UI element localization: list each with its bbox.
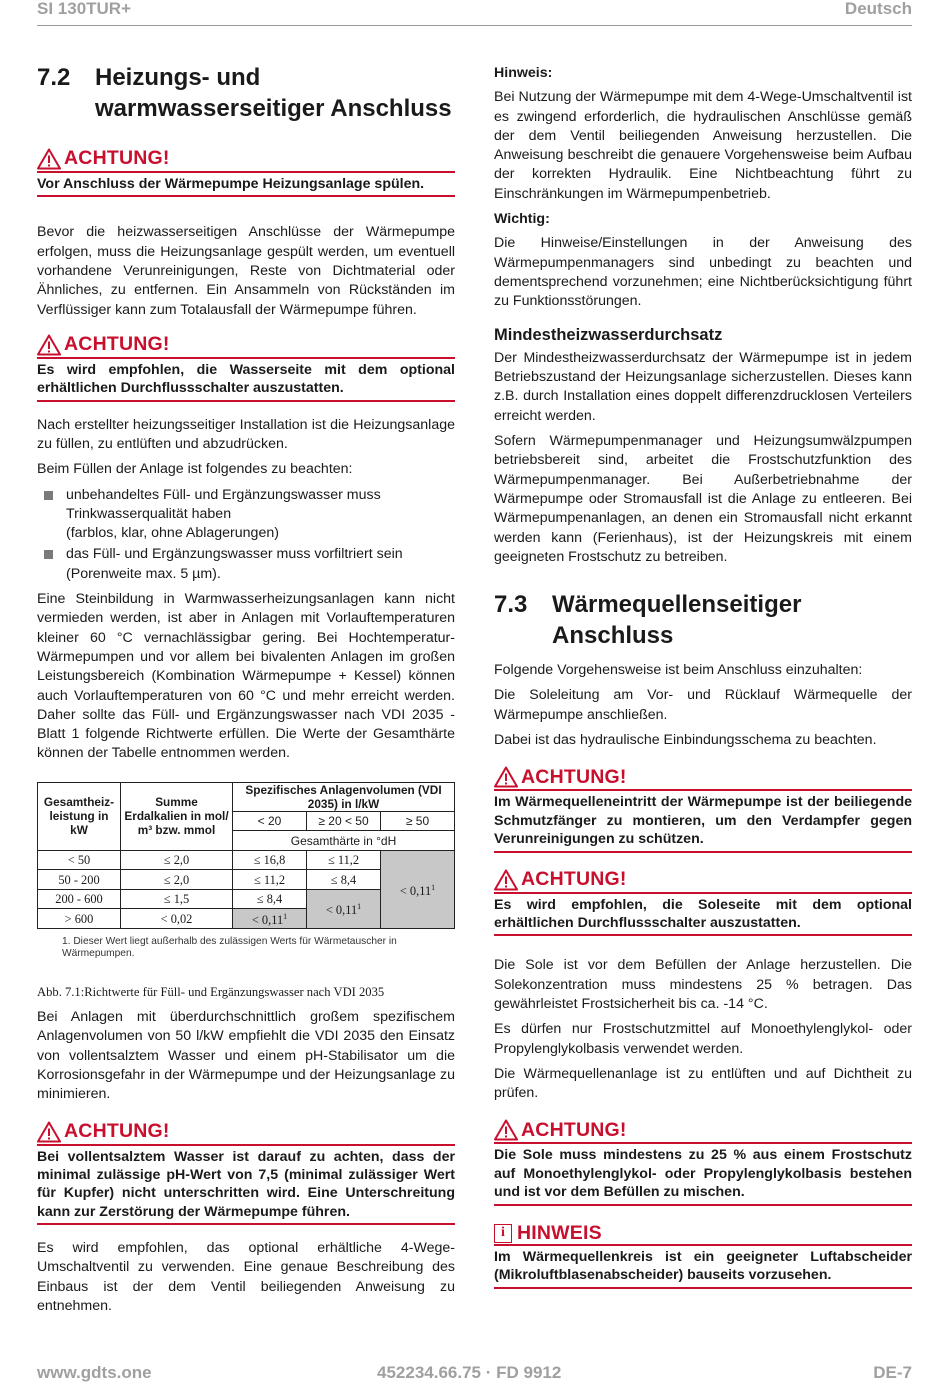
section-number: 7.3 [494, 591, 528, 619]
paragraph: Beim Füllen der Anlage ist folgendes zu beachten: [37, 461, 353, 478]
page-header [37, 0, 912, 26]
table-cell: ≤ 2,0 [121, 850, 233, 870]
warning-title: ACHTUNG! [521, 765, 627, 788]
paragraph: Die Sole ist vor dem Befüllen der Anlage herzustellen. Die Solekonzentration muss mindestens 25 % betragen. Das gewährleistet Frostsicherheit bis ca. -14 °C. [494, 957, 912, 1012]
paragraph: Es wird empfohlen, das optional erhältliche 4-Wege-Umschaltventil zu verwenden. Eine genaue Beschreibung des Einbaus ist der dem Ventil beiliegenden Anweisung zu entnehmen. [37, 1240, 455, 1315]
warning-triangle-icon [37, 1121, 61, 1143]
warning-triangle-icon [494, 869, 518, 891]
warning-text: Im Wärmequelleneintritt der Wärmepumpe ist der beiliegende Schmutzfänger zu montieren, um den Verdampfer gegen Verunreinigungen zu schützen. [494, 794, 912, 848]
info-title: HINWEIS [517, 1221, 602, 1244]
paragraph: Der Mindestheizwasserdurchsatz der Wärmepumpe ist in jedem Betriebszustand der Heizungsanlage sicherzustellen. Dieses kann z.B. durch Installation eines doppelt differenzdrucklosen Verteilers erreicht werden. [494, 349, 912, 424]
section-title: Wärmequellenseitiger Anschluss [552, 591, 802, 650]
paragraph: Eine Steinbildung in Warmwasserheizungsanlagen kann nicht vermieden werden, ist aber in Anlagen mit Vorlauftemperaturen kleiner 60 °C vernachlässigbar gering. Bei Hochtemperatur-Wärmepumpen und vor allem bei bivalenten Anlagen im großen Leistungsbereich (Kombination Wärmepumpe + Kessel) können auch Vorlauftemperaturen von 60 °C und mehr erreicht werden. Daher sollte das Füll- und Ergänzungswasser nach VDI 2035 - Blatt 1 folgende Richtwerte erfüllen. Die Werte der Gesamthärte können der Tabelle entnommen werden. [37, 591, 455, 762]
table-header: Summe Erdalkalien in mol/ m³ bzw. mmol [121, 782, 233, 850]
list-item-text: (farblos, klar, ohne Ablagerungen) [66, 525, 279, 542]
table-cell: ≤ 2,0 [121, 870, 233, 890]
paragraph: Folgende Vorgehensweise ist beim Anschluss einzuhalten: [494, 662, 863, 679]
table-cell: 50 - 200 [38, 870, 121, 890]
table-cell: ≤ 1,5 [121, 889, 233, 909]
table-header: Spezifisches Anlagenvolumen (VDI 2035) in l/kW [233, 782, 455, 811]
table-subheader: < 20 [233, 811, 307, 831]
warning-box [494, 869, 912, 937]
table-header: Gesamtheiz-leistung in kW [38, 782, 121, 850]
paragraph: Die Hinweise/Einstellungen in der Anweisung des Wärmepumpenmanagers sind unbedingt zu beachten und dementsprechend vorzunehmen; eine Nichtberücksichtigung führt zu Funktionsstörungen. [494, 235, 912, 310]
list-item [37, 486, 455, 544]
warning-box [37, 148, 455, 197]
warning-text: Vor Anschluss der Wärmepumpe Heizungsanlage spülen. [37, 176, 425, 192]
list-item-text: unbehandeltes Füll- und Ergänzungswasser muss Trinkwasserqualität haben [66, 486, 381, 522]
table-subheader: ≥ 20 < 50 [307, 811, 381, 831]
warning-box [494, 1119, 912, 1205]
table-subheader: Gesamthärte in °dH [233, 831, 455, 851]
warning-title: ACHTUNG! [521, 1118, 627, 1141]
paragraph: Sofern Wärmepumpenmanager und Heizungsumwälzpumpen betriebsbereit sind, arbeitet die Frostschutzfunktion des Wärmepumpenmanager. Bei Außerbetriebnahme der Wärmepumpe oder Stromausfall ist die Anlage zu entleeren. Bei Wärmepumpenanlagen, an denen ein Stromausfall nicht erkannt werden kann (Ferienhaus), ist der Heizungskreis mit einem geeigneten Frostschutz zu betreiben. [494, 433, 912, 565]
table-cell: ≤ 8,4 [307, 870, 381, 890]
table-cell: ≤ 11,2 [233, 870, 307, 890]
bullet-list [37, 486, 455, 584]
table-cell: < $0,11^1$ [307, 889, 381, 928]
table-cell: 200 - 600 [38, 889, 121, 909]
info-icon: i [494, 1224, 512, 1243]
section-title: Heizungs- und warmwasserseitiger Anschluss [95, 64, 452, 122]
table-subheader: ≥ 50 [381, 811, 455, 831]
table-footnote: 1. Dieser Wert liegt außerhalb des zulässigen Werts für Wärmetauscher in Wärmepumpen. [62, 935, 397, 960]
table-cell: ≤ 11,2 [307, 850, 381, 870]
subsection-heading: Mindestheizwasserdurchsatz [494, 325, 723, 344]
table-cell: < 0,02 [121, 909, 233, 929]
warning-box [494, 766, 912, 852]
warning-triangle-icon [494, 766, 518, 788]
table-cell: < 50 [38, 850, 121, 870]
warning-title: ACHTUNG! [64, 333, 170, 356]
paragraph: Bevor die heizwasserseitigen Anschlüsse der Wärmepumpe erfolgen, muss die Heizungsanlage gespült werden, um eventuell vorhandene Verunreinigungen, Reste von Dichtmaterial oder Ähnliches, zu entfernen. Ein Ansammeln von Rückständen im Verflüssiger kann zum Totalausfall der Wärmepumpe führen. [37, 224, 455, 318]
warning-box [37, 1121, 455, 1226]
info-box [494, 1221, 912, 1289]
table-cell: > 600 [38, 909, 121, 929]
table-cell: ≤ 16,8 [233, 850, 307, 870]
note-label: Hinweis: [494, 65, 553, 81]
warning-text: Bei vollentsalztem Wasser ist darauf zu achten, dass der minimal zulässige pH-Wert von 7,5 (minimal zulässiger Wert für Kupfer) nicht unterschritten wird. Eine Unterschreitung kann zur Zerstörung der Wärmepumpe führen. [37, 1148, 455, 1220]
warning-title: ACHTUNG! [64, 147, 170, 170]
paragraph: Nach erstellter heizungsseitiger Installation ist die Heizungsanlage zu füllen, zu entlüften und abzudrücken. [37, 416, 455, 452]
warning-triangle-icon [37, 148, 61, 170]
left-column [37, 60, 455, 1322]
figure-caption: Abb. 7.1:Richtwerte für Füll- und Ergänzungswasser nach VDI 2035 [37, 984, 385, 999]
paragraph: Dabei ist das hydraulische Einbindungsschema zu beachten. [494, 732, 877, 749]
table-cell: < $0,11^1$ [381, 850, 455, 928]
warning-triangle-icon [494, 1119, 518, 1141]
warning-box [37, 334, 455, 402]
info-text: Im Wärmequellenkreis ist ein geeigneter Luftabscheider (Mikroluftblasenabscheider) bauseits vorzusehen. [494, 1248, 912, 1284]
footer-website: www.gdts.one [37, 1363, 152, 1382]
paragraph: Die Wärmequellenanlage ist zu entlüften und auf Dichtheit zu prüfen. [494, 1065, 912, 1102]
paragraph: Bei Anlagen mit überdurchschnittlich großem spezifischem Anlagenvolumen von 50 l/kW empfiehlt die VDI 2035 den Einsatz von vollentsalztem Wasser und einem pH-Stabilisator um die Korrosionsgefahr in der Wärmepumpe und der Heizungsanlage zu minimieren. [37, 1009, 455, 1103]
table-cell: < $0,11^1$ [233, 909, 307, 929]
section-heading-7-3 [494, 589, 912, 651]
water-values-table [37, 782, 455, 929]
table-cell: ≤ 8,4 [233, 889, 307, 909]
section-number: 7.2 [37, 64, 71, 91]
warning-title: ACHTUNG! [521, 867, 627, 890]
warning-triangle-icon [37, 334, 61, 356]
right-column [494, 60, 912, 1303]
section-heading-7-2 [37, 62, 455, 124]
language-label: Deutsch [844, 0, 912, 18]
paragraph: Es dürfen nur Frostschutzmittel auf Monoethylenglykol- oder Propylenglykolbasis verwendet werden. [494, 1021, 912, 1057]
list-item: das Füll- und Ergänzungswasser muss vorfiltriert sein (Porenweite max. 5 µm). [37, 545, 455, 584]
warning-text: Es wird empfohlen, die Soleseite mit dem optional erhältlichen Durchflussschalter auszustatten. [494, 896, 912, 931]
paragraph: Bei Nutzung der Wärmepumpe mit dem 4-Wege-Umschaltventil ist es zwingend erforderlich, die hydraulischen Anschlüsse gemäß der dem Ventil beiliegenden Anweisung herzustellen. Die Anweisung beschreibt die genauere Vorgehensweise beim Aufbau der korrekten Hydraulik. Eine Nichtbeachtung führt zu Einschränkungen im Wärmepumpenbetrieb. [494, 89, 912, 202]
warning-title: ACHTUNG! [64, 1119, 170, 1142]
important-label: Wichtig: [494, 211, 550, 228]
warning-text: Die Sole muss mindestens zu 25 % aus einem Frostschutz auf Monoethylenglykol- oder Propylenglykolbasis bestehen und ist vor dem Befüllen zu mischen. [494, 1147, 912, 1201]
paragraph: Die Soleleitung am Vor- und Rücklauf Wärmequelle der Wärmepumpe anschließen. [494, 687, 912, 723]
page-number: DE-7 [873, 1363, 912, 1382]
model-name: SI 130TUR+ [37, 0, 132, 18]
footer-doc-id: 452234.66.75 · FD 9912 [377, 1363, 562, 1382]
table-row [38, 850, 455, 870]
warning-text: Es wird empfohlen, die Wasserseite mit dem optional erhältlichen Durchflussschalter auszustatten. [37, 361, 455, 397]
page-footer [37, 1363, 912, 1385]
